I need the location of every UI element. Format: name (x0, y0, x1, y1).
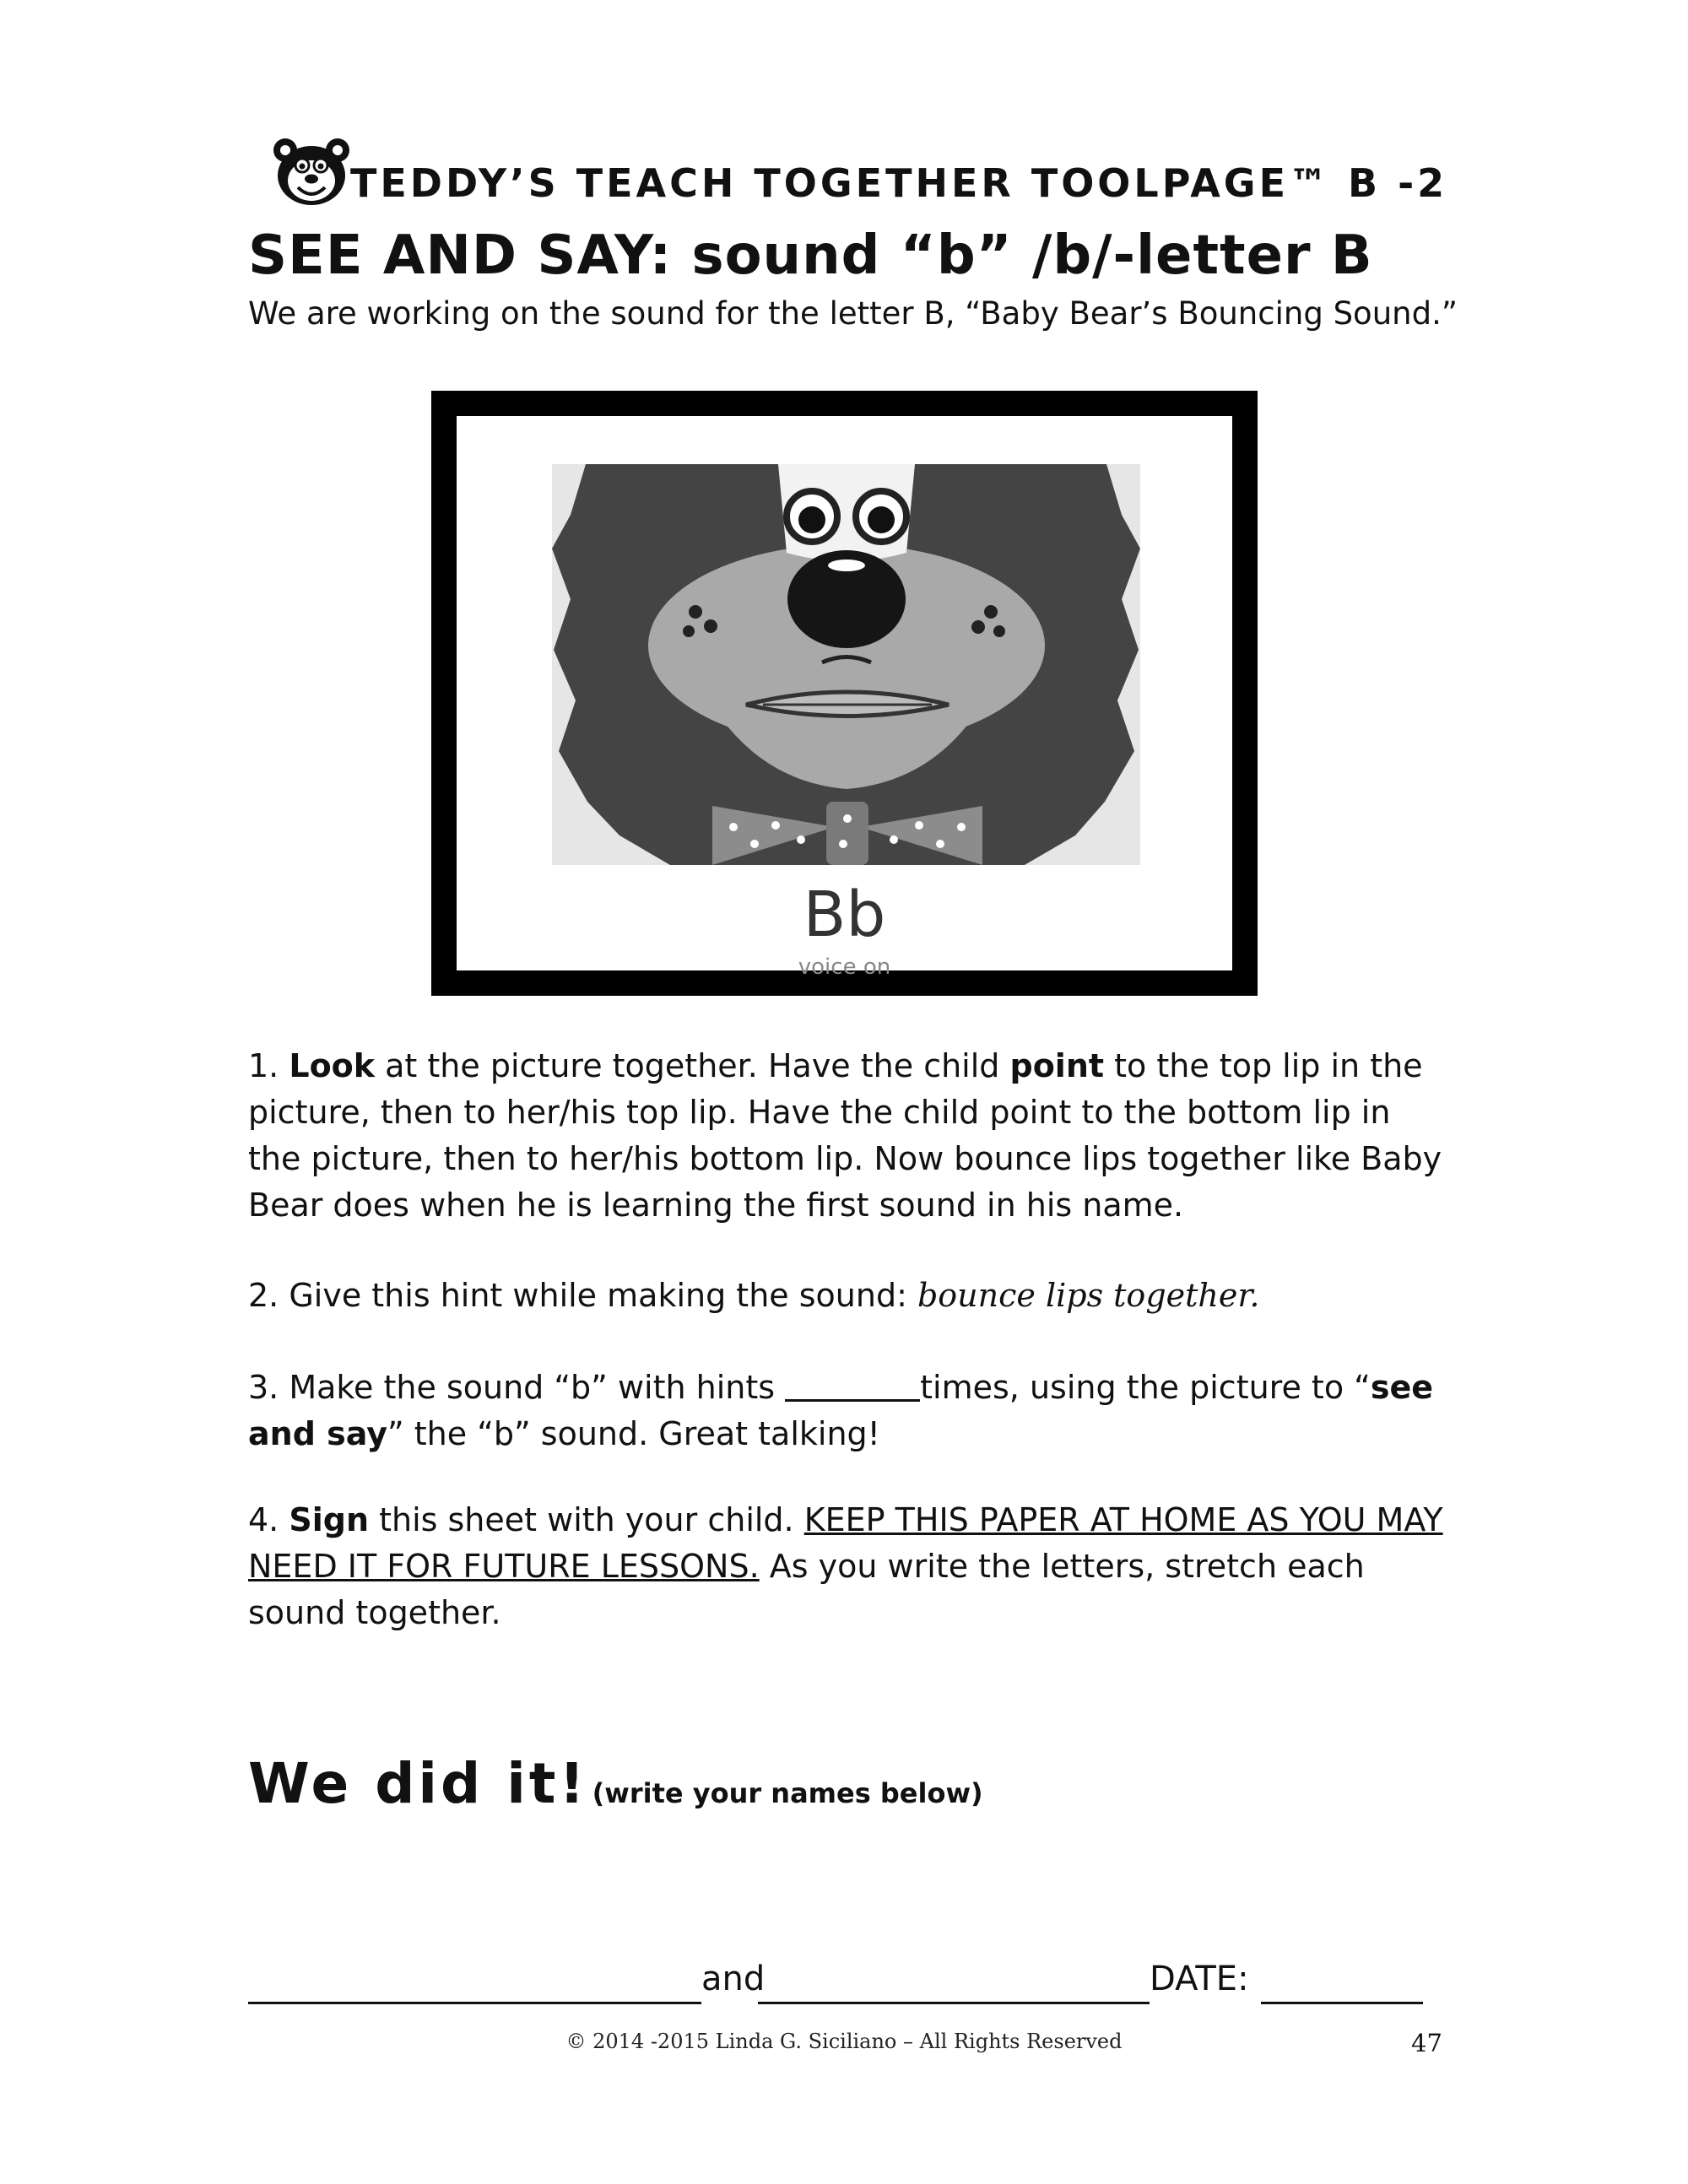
teddy-bear-logo-icon (270, 135, 353, 208)
step-4-text-a: this sheet with your child. (369, 1501, 804, 1538)
times-blank-field[interactable] (785, 1367, 920, 1402)
we-did-it-heading (248, 1751, 983, 1816)
write-names-note: (write your names below) (592, 1777, 983, 1809)
and-label: and (701, 1960, 766, 1998)
step-1-text-b: to the top lip in the picture, then to her/his top lip. Have the child point to the bottom lip in the picture, then to her/his bottom lip. Now bounce lips together like Baby Bear does when he is learning the first sound in his name. (248, 1047, 1442, 1224)
step-4-paragraph (248, 1497, 1447, 1636)
page-number: 47 (1411, 2029, 1442, 2057)
look-keyword: Look (289, 1047, 376, 1084)
baby-bear-face-illustration (552, 464, 1140, 865)
step-3-text-b: times, using the picture to “ (920, 1369, 1371, 1406)
parent-name-line[interactable] (758, 2002, 1150, 2004)
step-4-text-b: As you write the letters, stretch each sound together. (248, 1548, 1365, 1631)
signature-row (248, 1956, 1423, 2007)
intro-text: We are working on the sound for the letter B, “Baby Bear’s Bouncing Sound.” (248, 295, 1458, 332)
voice-on-caption: voice on (798, 954, 891, 980)
date-line[interactable] (1261, 2002, 1423, 2004)
step-3-paragraph (248, 1365, 1447, 1457)
copyright-notice: © 2014 -2015 Linda G. Siciliano – All Rights Reserved (565, 2030, 1123, 2053)
point-keyword: point (1009, 1047, 1105, 1084)
toolpage-heading: TEDDY’S TEACH TOGETHER TOOLPAGE™ B -2 (350, 160, 1448, 206)
step-1-text-a: at the picture together. Have the child (375, 1047, 1010, 1084)
step-1-number: 1. (248, 1047, 279, 1084)
step-3-text-a: 3. Make the sound “b” with hints (248, 1369, 786, 1406)
step-2-paragraph (248, 1273, 1447, 1319)
child-name-line[interactable] (248, 2002, 701, 2004)
picture-frame (431, 391, 1258, 996)
letter-bb: Bb (803, 878, 886, 951)
we-did-it-text: We did it! (248, 1751, 588, 1816)
date-label: DATE: (1150, 1960, 1249, 1998)
sign-keyword: Sign (289, 1501, 369, 1538)
step-4-number: 4. (248, 1501, 289, 1538)
picture-card (457, 416, 1232, 980)
step-1-paragraph (248, 1043, 1447, 1229)
see-and-say-keyword: see and say (248, 1369, 1434, 1452)
page-title: SEE AND SAY: sound “b” /b/-letter B (248, 224, 1373, 287)
step-3-text-c: ” the “b” sound. Great talking! (387, 1415, 880, 1452)
step-2-text: 2. Give this hint while making the sound: (248, 1277, 917, 1314)
keep-paper-notice: KEEP THIS PAPER AT HOME AS YOU MAY NEED IT FOR FUTURE LESSONS. (248, 1501, 1443, 1585)
hint-text: bounce lips together. (917, 1277, 1260, 1314)
